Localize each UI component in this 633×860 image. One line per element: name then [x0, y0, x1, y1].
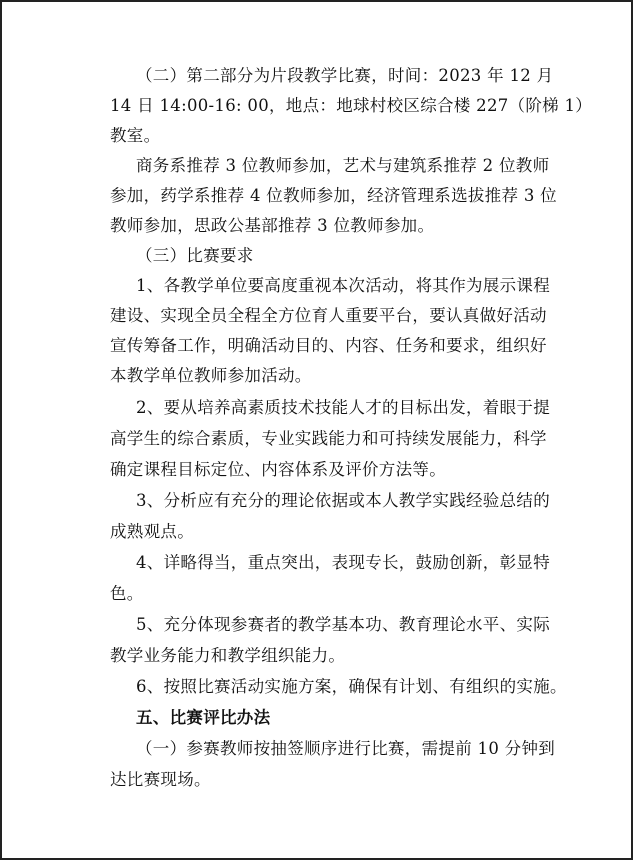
section-subheading: （三）比赛要求: [136, 246, 254, 265]
paragraph-line: 2、要从培养高素质技术技能人才的目标出发，着眼于提: [136, 398, 550, 417]
paragraph-line: 高学生的综合素质，专业实践能力和可持续发展能力，科学: [110, 429, 547, 448]
paragraph-line: 达比赛现场。: [110, 770, 211, 789]
paragraph-line: 参加，药学系推荐 4 位教师参加，经济管理系选拔推荐 3 位: [110, 186, 557, 205]
paragraph-line: （一）参赛教师按抽签顺序进行比赛，需提前 10 分钟到: [136, 739, 556, 758]
paragraph-line: 确定课程目标定位、内容体系及评价方法等。: [110, 460, 446, 479]
paragraph-line: 6、按照比赛活动实施方案，确保有计划、有组织的实施。: [136, 677, 567, 696]
section-heading: 五、比赛评比办法: [136, 708, 271, 727]
paragraph-line: 本教学单位教师参加活动。: [110, 366, 312, 385]
paragraph-line: 14 日 14:00-16: 00，地点：地球村校区综合楼 227（阶梯 1）: [110, 96, 593, 115]
paragraph-line: 4、详略得当，重点突出，表现专长，鼓励创新，彰显特: [136, 553, 550, 572]
paragraph-line: 宣传筹备工作，明确活动目的、内容、任务和要求，组织好: [110, 336, 547, 355]
paragraph-line: 5、充分体现参赛者的教学基本功、教育理论水平、实际: [136, 615, 550, 634]
paragraph-line: 教室。: [110, 126, 161, 145]
paragraph-line: 建设、实现全员全程全方位育人重要平台，要认真做好活动: [110, 306, 547, 325]
paragraph-line: （二）第二部分为片段教学比赛，时间：2023 年 12 月: [136, 66, 554, 85]
paragraph-line: 教师参加，思政公基部推荐 3 位教师参加。: [110, 216, 435, 235]
paragraph-line: 3、分析应有充分的理论依据或本人教学实践经验总结的: [136, 491, 550, 510]
paragraph-line: 色。: [110, 584, 144, 603]
paragraph-line: 1、各教学单位要高度重视本次活动，将其作为展示课程: [136, 276, 550, 295]
paragraph-line: 商务系推荐 3 位教师参加，艺术与建筑系推荐 2 位教师: [136, 156, 550, 175]
paragraph-line: 成熟观点。: [110, 522, 194, 541]
paragraph-line: 教学业务能力和教学组织能力。: [110, 646, 346, 665]
